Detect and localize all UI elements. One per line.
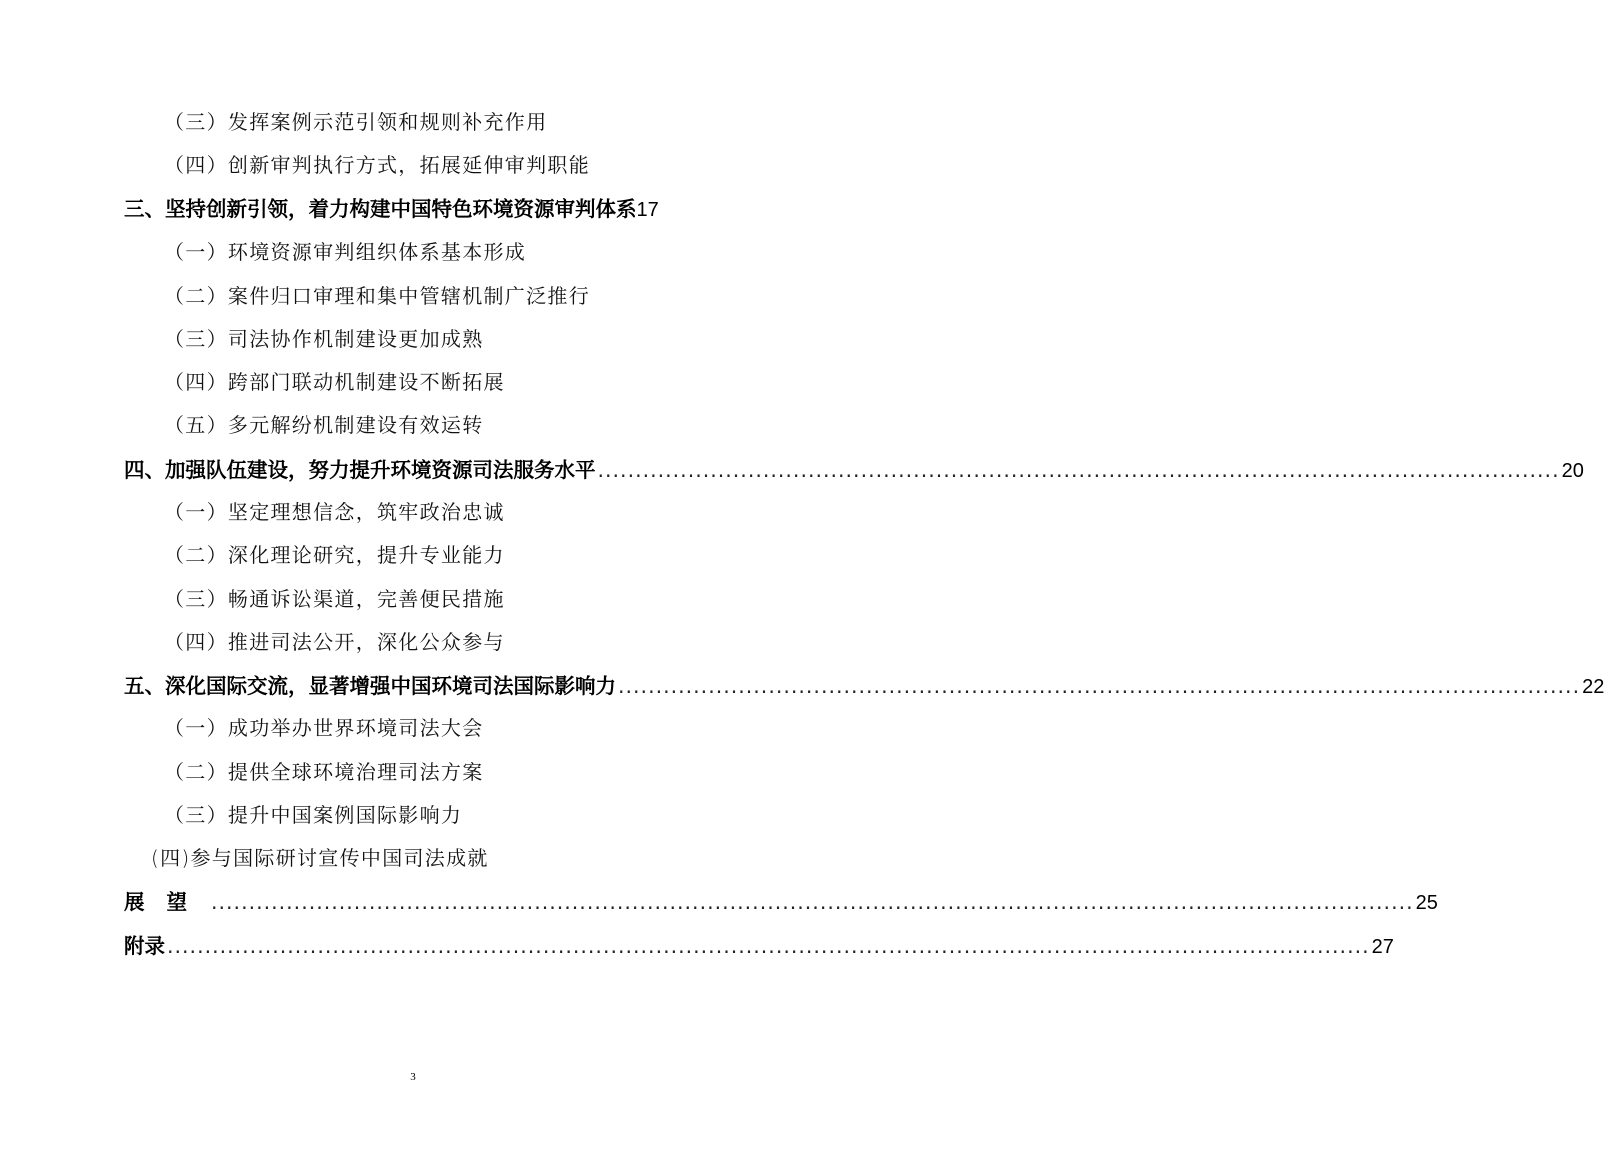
toc-entry-5-2[interactable]: （二）提供全球环境治理司法方案 [164,760,484,784]
toc-leader-dots: ................................................................................................................................ [618,674,1581,698]
toc-heading-3-page: 17 [636,199,659,221]
toc-heading-5-title: 五、深化国际交流，显著增强中国环境司法国际影响力 [124,674,616,698]
toc-entry-3-3[interactable]: （三）司法协作机制建设更加成熟 [164,327,484,351]
toc-appendix-page: 27 [1371,936,1394,958]
toc-heading-3-title: 三、坚持创新引领，着力构建中国特色环境资源审判体系 [124,197,637,221]
toc-entry-2-4[interactable]: （四）创新审判执行方式，拓展延伸审判职能 [164,153,590,177]
toc-entry-2-3[interactable]: （三）发挥案例示范引领和规则补充作用 [164,110,548,134]
toc-heading-4-page: 20 [1561,460,1584,482]
toc-entry-3-4[interactable]: （四）跨部门联动机制建设不断拓展 [164,370,505,394]
toc-appendix-title: 附录 [124,934,165,958]
toc-heading-4[interactable] [124,458,1584,482]
toc-entry-4-4[interactable]: （四）推进司法公开，深化公众参与 [164,630,505,654]
toc-heading-5-page: 22 [1582,676,1604,698]
toc-appendix[interactable] [124,934,1394,958]
toc-entry-4-2[interactable]: （二）深化理论研究，提升专业能力 [164,543,505,567]
toc-leader-dots: ................................................................................................................................ [597,458,1560,482]
toc-heading-4-title: 四、加强队伍建设，努力提升环境资源司法服务水平 [124,458,596,482]
toc-entry-4-1[interactable]: （一）坚定理想信念，筑牢政治忠诚 [164,500,505,524]
toc-outlook-title: 展望 [124,890,209,914]
toc-entry-3-2[interactable]: （二）案件归口审理和集中管辖机制广泛推行 [164,284,590,308]
toc-outlook[interactable] [124,890,1438,914]
toc-entry-4-3[interactable]: （三）畅通诉讼渠道，完善便民措施 [164,587,505,611]
toc-outlook-page: 25 [1415,892,1438,914]
toc-leader-dots: ................................................................................................................................................................ [167,934,1370,958]
toc-heading-3[interactable] [124,199,702,220]
toc-leader-dots: ................................................................................................................................................................ [211,890,1414,914]
toc-entry-5-1[interactable]: （一）成功举办世界环境司法大会 [164,716,484,740]
toc-entry-5-3[interactable]: （三）提升中国案例国际影响力 [164,803,463,827]
toc-entry-3-5[interactable]: （五）多元解纷机制建设有效运转 [164,413,484,437]
toc-entry-3-1[interactable]: （一）环境资源审判组织体系基本形成 [164,240,527,264]
toc-heading-5[interactable] [124,674,1604,698]
page-number: 3 [410,1071,416,1083]
toc-entry-5-4[interactable]: (四)参与国际研讨宣传中国司法成就 [151,846,489,870]
